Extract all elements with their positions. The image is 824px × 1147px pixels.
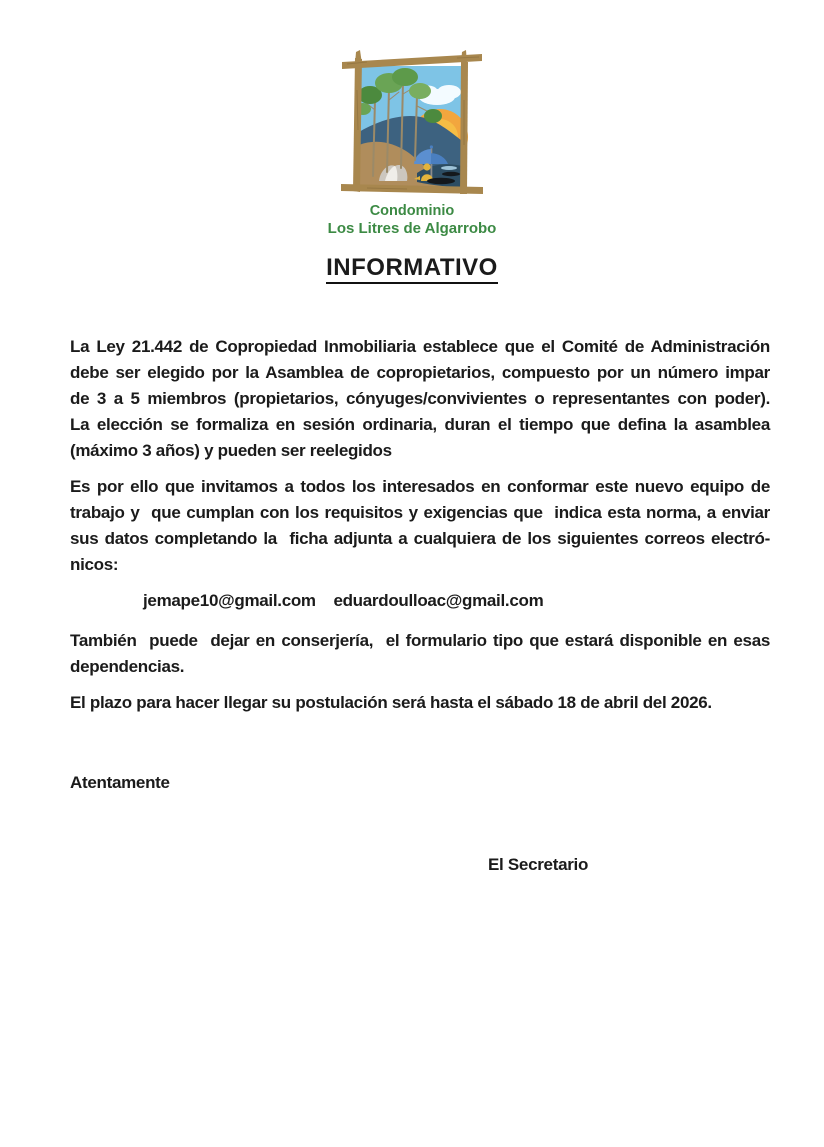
paragraph [70, 334, 770, 464]
paragraph-line: La elección se formaliza en sesión ordinaria, duran el tiempo que defina la asamblea [70, 414, 770, 434]
paragraph-line: dependencias. [70, 656, 185, 676]
beach-scene-logo-icon [337, 50, 487, 200]
paragraph-line: El plazo para hacer llegar su postulación será hasta el sábado 18 de abril del 2026. [70, 692, 712, 712]
paragraph-line: trabajo y que cumplan con los requisitos y exigencias que indica esta norma, a enviar [70, 502, 770, 522]
paragraph-line: También puede dejar en conserjería, el formulario tipo que estará disponible en esas [70, 630, 770, 650]
paragraph-line: (máximo 3 años) y pueden ser reelegidos [70, 440, 392, 460]
email-paragraph [70, 588, 770, 614]
paragraph [70, 628, 770, 680]
paragraph [70, 474, 770, 578]
paragraph-line: de 3 a 5 miembros (propietarios, cónyuges/convivientes o representantes con poder). [70, 388, 770, 408]
document-header [0, 0, 824, 239]
logo-caption-name: Los Litres de Algarrobo [327, 220, 497, 238]
paragraph-line: La Ley 21.442 de Copropiedad Inmobiliaria establece que el Comité de Administración [70, 336, 770, 356]
logo-caption-condominio: Condominio [369, 203, 455, 219]
document-title: INFORMATIVO [0, 254, 824, 282]
paragraph-line: sus datos completando la ficha adjunta a cualquiera de los siguientes correos electró- [70, 528, 770, 548]
closing-text: Atentamente [70, 772, 170, 792]
body-paragraphs [70, 334, 770, 716]
email-addresses-line: jemape10@gmail.com eduardoulloac@gmail.com [143, 590, 544, 610]
condominio-logo [328, 50, 497, 239]
paragraph [70, 690, 770, 716]
paragraph-line: nicos: [70, 554, 119, 574]
paragraph-line: debe ser elegido por la Asamblea de copropietarios, compuesto por un número impar [70, 362, 770, 382]
paragraph-line: Es por ello que invitamos a todos los interesados en conformar este nuevo equipo de [70, 476, 770, 496]
document-body [0, 334, 824, 878]
signature-text: El Secretario [488, 854, 589, 874]
